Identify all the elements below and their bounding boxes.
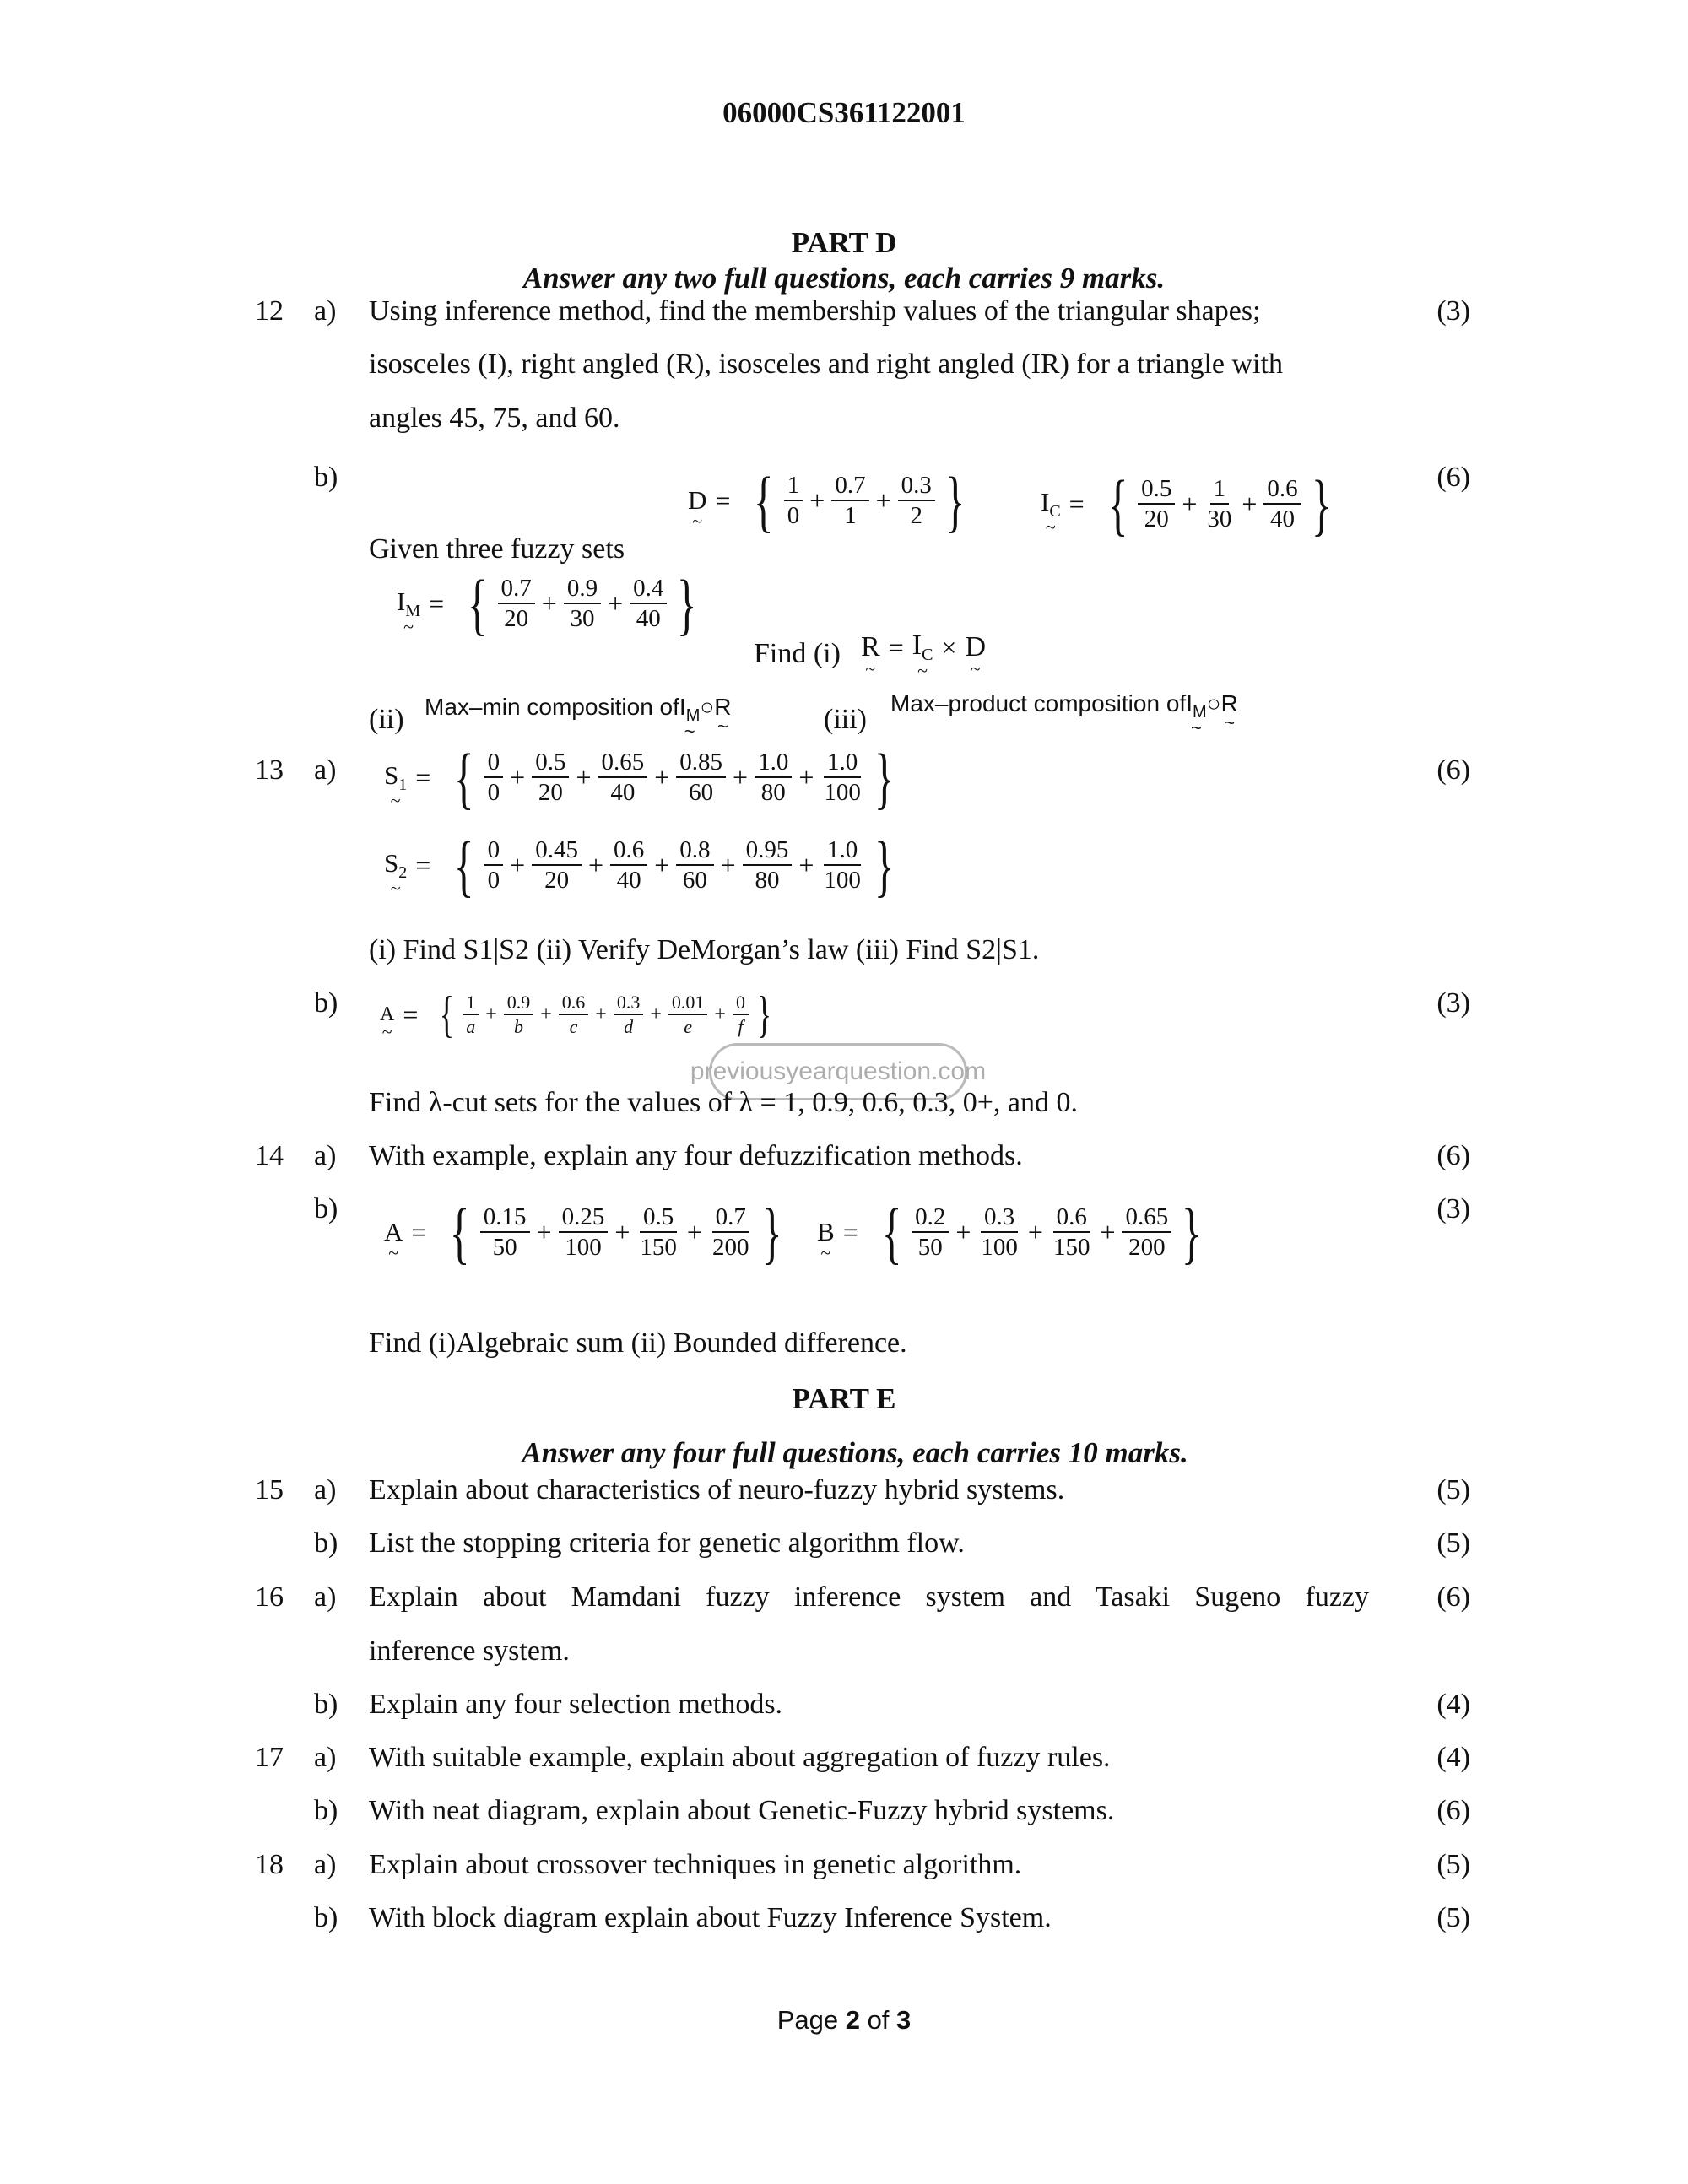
left-brace: { [454, 738, 474, 816]
q12a-line-3: angles 45, 75, and 60. [369, 403, 620, 434]
q15b-marks: (5) [1436, 1527, 1470, 1559]
membership-fraction [532, 837, 582, 894]
q18b-text: With block diagram explain about Fuzzy Inference System. [369, 1902, 1052, 1933]
q14a-label: a) [314, 1140, 337, 1171]
set-label [397, 587, 452, 621]
q12b-iii-label: (iii) [824, 704, 867, 735]
membership-fraction [743, 837, 793, 894]
element-value: 80 [760, 779, 786, 807]
set-name: $I_M$ ~ [397, 587, 420, 621]
paper-code: 06000CS361122001 [722, 96, 966, 129]
membership-value: 0.9 [564, 576, 601, 604]
plus-sign: + [587, 849, 603, 880]
q14b-label: b) [314, 1193, 338, 1224]
right-brace: } [874, 826, 895, 904]
plus-sign: + [536, 1216, 552, 1247]
question-number-13: 13 [255, 754, 284, 786]
relation-r: R ~ [861, 631, 880, 663]
page-footer: Page 2 of 3 [776, 2005, 912, 2035]
plus-sign: + [1182, 488, 1198, 519]
membership-fraction [784, 473, 803, 529]
element-value: 150 [640, 1234, 677, 1262]
membership-value: 0.7 [498, 576, 535, 604]
right-brace: } [944, 462, 966, 539]
q13b-label: b) [314, 987, 338, 1019]
q16b-label: b) [314, 1689, 338, 1720]
question-number-17: 17 [255, 1742, 284, 1773]
membership-value: 0.7 [831, 473, 868, 501]
set-subscript: 2 [398, 862, 408, 882]
set-label [688, 485, 738, 516]
fuzzy-set-b [817, 1193, 1209, 1271]
fuzzy-set-d [688, 462, 971, 539]
q13a-text: (i) Find S1|S2 (ii) Verify DeMorgan’s law (iii) Find S2|S1. [369, 934, 1040, 965]
equals-sign: = [429, 587, 445, 619]
q18a-label: a) [314, 1849, 337, 1880]
plus-sign: + [714, 1003, 726, 1025]
membership-value: 0.3 [614, 992, 644, 1015]
element-value: 100 [824, 867, 861, 895]
plus-sign: + [510, 849, 526, 880]
q15a-text: Explain about characteristics of neuro-fuzzy hybrid systems. [369, 1474, 1065, 1506]
q13a-marks: (6) [1436, 754, 1470, 786]
set-subscript: 1 [398, 775, 408, 794]
plus-sign: + [595, 1003, 607, 1025]
plus-sign: + [654, 761, 670, 792]
total-pages: 3 [896, 2005, 912, 2035]
membership-fraction [636, 1204, 680, 1261]
element-value: b [514, 1016, 523, 1038]
plus-sign: + [798, 761, 814, 792]
q17a-marks: (4) [1436, 1742, 1470, 1773]
membership-fraction [898, 473, 935, 529]
plus-sign: + [720, 849, 736, 880]
membership-fraction [668, 992, 708, 1036]
membership-fraction [484, 749, 504, 806]
q14a-marks: (6) [1436, 1140, 1470, 1171]
question-number-18: 18 [255, 1849, 284, 1880]
q16a-label: a) [314, 1581, 337, 1613]
element-value: 2 [910, 502, 923, 530]
set-name: $S_1$ ~ [384, 760, 407, 795]
membership-fraction [912, 1204, 949, 1261]
equals-sign: = [403, 998, 419, 1030]
membership-fraction [559, 992, 589, 1036]
q13b-text: Find λ-cut sets for the values of λ = 1, 0.9, 0.6, 0.3, 0+, and 0. [369, 1087, 1078, 1118]
right-brace: } [1182, 1193, 1202, 1271]
membership-value: 0.65 [1122, 1204, 1171, 1233]
q15a-label: a) [314, 1474, 337, 1506]
q18b-marks: (5) [1436, 1902, 1470, 1933]
q14a-text: With example, explain any four defuzzification methods. [369, 1140, 1023, 1171]
q13b-marks: (3) [1436, 987, 1470, 1019]
set-name: $S_2$ ~ [384, 848, 407, 883]
element-value: 30 [1207, 505, 1232, 533]
right-brace: } [756, 987, 771, 1043]
q17b-marks: (6) [1436, 1795, 1470, 1826]
set-subscript: C [1049, 501, 1061, 521]
right-brace: } [1311, 465, 1332, 543]
membership-fraction [1138, 476, 1175, 532]
membership-fraction [820, 749, 864, 806]
q12b-label: b) [314, 462, 338, 493]
membership-fraction [614, 992, 644, 1036]
plus-sign: + [733, 761, 749, 792]
element-value: 0 [787, 502, 800, 530]
plus-sign: + [809, 484, 825, 516]
membership-value: 0.01 [668, 992, 708, 1015]
q12a-label: a) [314, 295, 337, 327]
element-value: 20 [544, 867, 570, 895]
membership-value: 0.25 [559, 1204, 609, 1233]
membership-value: 1.0 [824, 749, 861, 778]
membership-fraction [630, 576, 667, 632]
relation-expression [861, 630, 986, 665]
element-value: 50 [492, 1234, 517, 1262]
element-value: 200 [1128, 1234, 1166, 1262]
element-value: 80 [755, 867, 780, 895]
membership-value: 1 [784, 473, 803, 501]
membership-fraction [755, 749, 792, 806]
membership-fraction [484, 837, 504, 894]
question-number-15: 15 [255, 1474, 284, 1506]
membership-value: 0 [484, 749, 504, 778]
q12a-line-2: isosceles (I), right angled (R), isosceles and right angled (IR) for a triangle with [369, 349, 1283, 380]
set-label [384, 848, 439, 883]
membership-value: 0.65 [598, 749, 648, 778]
fuzzy-set-s1 [384, 738, 901, 816]
element-value: 0 [487, 867, 500, 895]
q14b-text: Find (i)Algebraic sum (ii) Bounded difference. [369, 1327, 907, 1359]
equals-sign: = [1069, 488, 1085, 519]
plus-sign: + [798, 849, 814, 880]
q15a-marks: (5) [1436, 1474, 1470, 1506]
right-brace: } [874, 738, 895, 816]
q18a-text: Explain about crossover techniques in genetic algorithm. [369, 1849, 1022, 1880]
element-value: 40 [610, 779, 636, 807]
set-label [384, 1217, 435, 1248]
q12b-ii-label: (ii) [369, 704, 404, 735]
ic-symbol: $I_C$ ~ [912, 630, 933, 665]
set-d-symbol: D ~ [965, 631, 986, 663]
plus-sign: + [540, 1003, 552, 1025]
equals-sign: = [415, 849, 431, 880]
q16a-marks: (6) [1436, 1581, 1470, 1613]
membership-value: 1.0 [755, 749, 792, 778]
q16a-line-1: Explain about Mamdani fuzzy inference system and Tasaki Sugeno fuzzy [369, 1581, 1369, 1613]
membership-value: 0.15 [480, 1204, 530, 1233]
plus-sign: + [576, 761, 592, 792]
set-label [817, 1217, 867, 1248]
set-subscript: M [405, 601, 421, 620]
q17b-text: With neat diagram, explain about Genetic-Fuzzy hybrid systems. [369, 1795, 1115, 1826]
membership-value: 0 [484, 837, 504, 866]
plus-sign: + [1100, 1216, 1116, 1247]
membership-value: 0.5 [640, 1204, 677, 1233]
membership-fraction [831, 473, 868, 529]
plus-sign: + [541, 587, 557, 619]
membership-value: 0.45 [532, 837, 582, 866]
q16a-line-2: inference system. [369, 1635, 570, 1667]
membership-value: 0.6 [610, 837, 647, 866]
membership-fraction [977, 1204, 1021, 1261]
plus-sign: + [485, 1003, 497, 1025]
equals-sign: = [842, 1216, 858, 1247]
q15b-label: b) [314, 1527, 338, 1559]
element-value: 200 [711, 1234, 749, 1262]
element-value: 100 [824, 779, 861, 807]
element-value: 20 [1144, 505, 1169, 533]
set-label [380, 999, 426, 1030]
element-value: 20 [538, 779, 563, 807]
left-brace: { [440, 987, 455, 1043]
set-label [1041, 487, 1093, 522]
equals-sign: = [888, 631, 904, 662]
membership-fraction [676, 749, 726, 806]
max-min-composition: Max–min composition of $I_M$ ~ ○ R ~ [425, 694, 732, 726]
membership-fraction [559, 1204, 609, 1261]
element-value: 1 [844, 502, 857, 530]
q12b-marks: (6) [1436, 462, 1470, 493]
fuzzy-set-ic [1041, 465, 1338, 543]
membership-fraction [504, 992, 534, 1036]
plus-sign: + [686, 1216, 702, 1247]
plus-sign: + [510, 761, 526, 792]
fuzzy-set-a [384, 1193, 789, 1271]
set-name: B ~ [817, 1217, 835, 1247]
membership-fraction [820, 837, 864, 894]
membership-value: 1 [1210, 476, 1230, 505]
membership-value: 0.5 [1138, 476, 1175, 505]
element-value: d [624, 1016, 634, 1038]
element-value: 100 [981, 1234, 1018, 1262]
membership-value: 1.0 [824, 837, 861, 866]
membership-value: 0.5 [532, 749, 569, 778]
element-value: 30 [570, 605, 595, 633]
element-value: f [738, 1016, 744, 1038]
question-number-14: 14 [255, 1140, 284, 1171]
left-brace: { [468, 565, 488, 642]
plus-sign: + [608, 587, 624, 619]
membership-value: 0.2 [912, 1204, 949, 1233]
q18a-marks: (5) [1436, 1849, 1470, 1880]
element-value: c [569, 1016, 578, 1038]
left-brace: { [450, 1193, 470, 1271]
part-e-title: PART E [792, 1382, 896, 1415]
set-name: $I_C$ ~ [1041, 487, 1061, 522]
composition-operator: ○ [1206, 690, 1221, 716]
plus-sign: + [654, 849, 670, 880]
plus-sign: + [1027, 1216, 1043, 1247]
element-value: a [466, 1016, 476, 1038]
q17a-label: a) [314, 1742, 337, 1773]
fuzzy-set-a-lambda [380, 987, 776, 1043]
membership-fraction [610, 837, 647, 894]
plus-sign: + [1242, 488, 1258, 519]
membership-fraction [1263, 476, 1301, 532]
membership-value: 0.3 [981, 1204, 1018, 1233]
membership-value: 0.8 [676, 837, 713, 866]
fuzzy-set-im [397, 565, 704, 642]
left-brace: { [454, 826, 474, 904]
membership-fraction [480, 1204, 530, 1261]
membership-fraction [709, 1204, 753, 1261]
max-product-composition: Max–product composition of $I_M$ ~ ○ R ~ [890, 690, 1238, 722]
plus-sign: + [650, 1003, 662, 1025]
membership-fraction [1204, 476, 1235, 532]
membership-fraction [733, 992, 749, 1036]
im-symbol: $I_M$ ~ [1186, 690, 1206, 722]
im-symbol: $I_M$ ~ [679, 694, 700, 726]
composition-operator: ○ [700, 694, 715, 720]
element-value: 0 [487, 779, 500, 807]
relation-r: R ~ [1221, 690, 1238, 717]
element-value: 40 [1270, 505, 1296, 533]
watermark-logo: previousyearquestion.com [709, 1043, 967, 1100]
equals-sign: = [415, 761, 431, 792]
membership-value: 0.95 [743, 837, 793, 866]
membership-value: 0.3 [898, 473, 935, 501]
membership-fraction [1122, 1204, 1171, 1261]
membership-fraction [676, 837, 713, 894]
membership-fraction [598, 749, 648, 806]
membership-value: 0.4 [630, 576, 667, 604]
q12b-find-i: Find (i) [754, 638, 841, 669]
relation-r: R ~ [714, 694, 731, 721]
element-value: 40 [636, 605, 661, 633]
element-value: 60 [682, 867, 707, 895]
membership-value: 0.85 [676, 749, 726, 778]
element-value: 60 [689, 779, 714, 807]
plus-sign: + [875, 484, 891, 516]
element-value: 150 [1052, 1234, 1090, 1262]
set-name: A ~ [380, 1003, 394, 1026]
right-brace: } [762, 1193, 782, 1271]
element-value: e [684, 1016, 693, 1038]
part-e-instruction: Answer any four full questions, each carries 10 marks. [522, 1436, 1188, 1469]
element-value: 50 [917, 1234, 943, 1262]
element-value: 40 [616, 867, 641, 895]
q12a-marks: (3) [1436, 295, 1470, 327]
membership-fraction [532, 749, 569, 806]
times-sign: × [941, 631, 957, 662]
element-value: 100 [565, 1234, 602, 1262]
equals-sign: = [715, 484, 731, 516]
membership-fraction [463, 992, 479, 1036]
set-name: A ~ [384, 1217, 403, 1247]
set-label [384, 760, 439, 795]
q12a-line-1: Using inference method, find the membership values of the triangular shapes; [369, 295, 1261, 327]
membership-fraction [498, 576, 535, 632]
membership-value: 1 [463, 992, 479, 1015]
right-brace: } [677, 565, 697, 642]
q18b-label: b) [314, 1902, 338, 1933]
element-value: 20 [504, 605, 529, 633]
plus-sign: + [614, 1216, 630, 1247]
q12b-given-text: Given three fuzzy sets [369, 533, 625, 565]
left-brace: { [881, 1193, 902, 1271]
question-number-16: 16 [255, 1581, 284, 1613]
membership-fraction [564, 576, 601, 632]
q15b-text: List the stopping criteria for genetic algorithm flow. [369, 1527, 965, 1559]
q16b-marks: (4) [1436, 1689, 1470, 1720]
membership-value: 0.6 [1263, 476, 1301, 505]
set-name: D ~ [688, 485, 706, 516]
left-brace: { [754, 462, 774, 539]
q13a-label: a) [314, 754, 337, 786]
membership-value: 0.9 [504, 992, 534, 1015]
plus-sign: + [955, 1216, 971, 1247]
equals-sign: = [411, 1216, 427, 1247]
membership-value: 0.6 [1053, 1204, 1090, 1233]
fuzzy-set-s2 [384, 826, 901, 904]
q17a-text: With suitable example, explain about aggregation of fuzzy rules. [369, 1742, 1111, 1773]
membership-value: 0.6 [559, 992, 589, 1015]
membership-value: 0 [733, 992, 749, 1015]
membership-value: 0.7 [712, 1204, 749, 1233]
q14b-marks: (3) [1436, 1193, 1470, 1224]
membership-fraction [1050, 1204, 1094, 1261]
left-brace: { [1107, 465, 1128, 543]
question-number-12: 12 [255, 295, 284, 327]
q17b-label: b) [314, 1795, 338, 1826]
q16b-text: Explain any four selection methods. [369, 1689, 783, 1720]
part-d-instruction: Answer any two full questions, each carries 9 marks. [522, 262, 1166, 295]
current-page: 2 [845, 2005, 860, 2035]
part-d-title: PART D [791, 226, 897, 259]
